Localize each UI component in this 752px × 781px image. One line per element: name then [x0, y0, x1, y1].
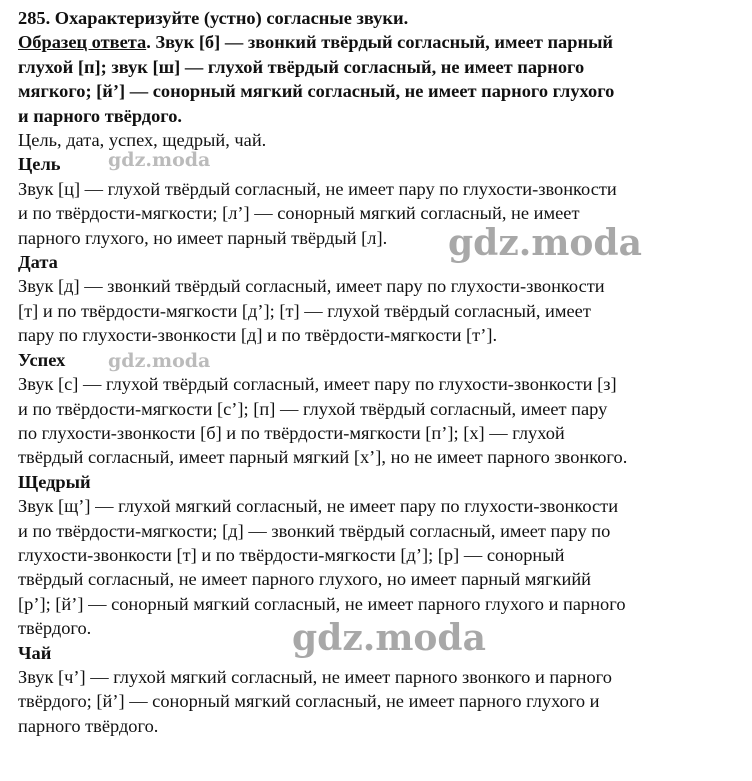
watermark: gdz.moda — [292, 617, 486, 659]
sample-answer-line-4: и парного твёрдого. — [18, 105, 182, 126]
sample-answer-label: Образец ответа — [18, 32, 147, 53]
watermark: gdz.moda — [448, 222, 642, 264]
section-line: парного твёрдого. — [18, 715, 159, 736]
section-line: Звук [щ’] — глухой мягкий согласный, не имеет пару по глухости-звонкости — [18, 496, 619, 517]
section-line: твёрдый согласный, не имеет парного глухого, но имеет парный мягкийй — [18, 569, 592, 590]
section-heading-shchedry: Щедрый — [18, 471, 91, 492]
exercise-title: 285. Охарактеризуйте (устно) согласные звуки. — [18, 8, 409, 28]
section-line: парного глухого, но имеет парный твёрдый [л]. — [18, 227, 388, 248]
section-line: твёрдого; [й’] — сонорный мягкий согласный, не имеет парного глухого и — [18, 691, 600, 712]
sample-answer-line-2: глухой [п]; звук [ш] — глухой твёрдый согласный, не имеет парного — [18, 56, 585, 77]
section-heading-data: Дата — [18, 252, 58, 273]
section-heading-uspekh: Успех — [18, 349, 66, 370]
section-line: твёрдого. — [18, 618, 92, 639]
section-line: [р’]; [й’] — сонорный мягкий согласный, не имеет парного глухого и парного — [18, 593, 626, 614]
section-line: Звук [ц] — глухой твёрдый согласный, не имеет пару по глухости-звонкости — [18, 178, 617, 199]
section-line: Звук [д] — звонкий твёрдый согласный, имеет пару по глухости-звонкости — [18, 276, 605, 297]
words-list: Цель, дата, успех, щедрый, чай. — [18, 130, 267, 151]
watermark: gdz.moda — [108, 350, 211, 372]
section-line: пару по глухости-звонкости [д] и по твёрдости-мягкости [т’]. — [18, 325, 498, 346]
section-line: [т] и по твёрдости-мягкости [д’]; [т] — глухой твёрдый согласный, имеет — [18, 300, 591, 321]
section-line: твёрдый согласный, имеет парный мягкий [х’], но не имеет парного звонкого. — [18, 447, 628, 468]
sample-answer-line-1 — [18, 30, 740, 54]
section-line: и по твёрдости-мягкости [с’]; [п] — глухой твёрдый согласный, имеет пару — [18, 398, 608, 419]
exercise-page — [18, 6, 740, 738]
section-heading-tsel: Цель — [18, 154, 61, 175]
section-line: Звук [ч’] — глухой мягкий согласный, не имеет парного звонкого и парного — [18, 666, 612, 687]
section-line: и по твёрдости-мягкости; [л’] — сонорный мягкий согласный, не имеет — [18, 203, 580, 224]
section-line: глухости-звонкости [т] и по твёрдости-мягкости [д’]; [р] — сонорный — [18, 544, 565, 565]
section-heading-chai: Чай — [18, 642, 52, 663]
section-line: Звук [с] — глухой твёрдый согласный, имеет пару по глухости-звонкости [з] — [18, 374, 617, 395]
section-line: и по твёрдости-мягкости; [д] — звонкий твёрдый согласный, имеет пару по — [18, 520, 611, 541]
section-line: по глухости-звонкости [б] и по твёрдости-мягкости [п’]; [х] — глухой — [18, 422, 565, 443]
sample-answer-line-3: мягкого; [й’] — сонорный мягкий согласный, не имеет парного глухого — [18, 81, 615, 102]
sample-answer-text-1: . Звук [б] — звонкий твёрдый согласный, имеет парный — [146, 32, 614, 53]
watermark: gdz.moda — [108, 149, 211, 171]
